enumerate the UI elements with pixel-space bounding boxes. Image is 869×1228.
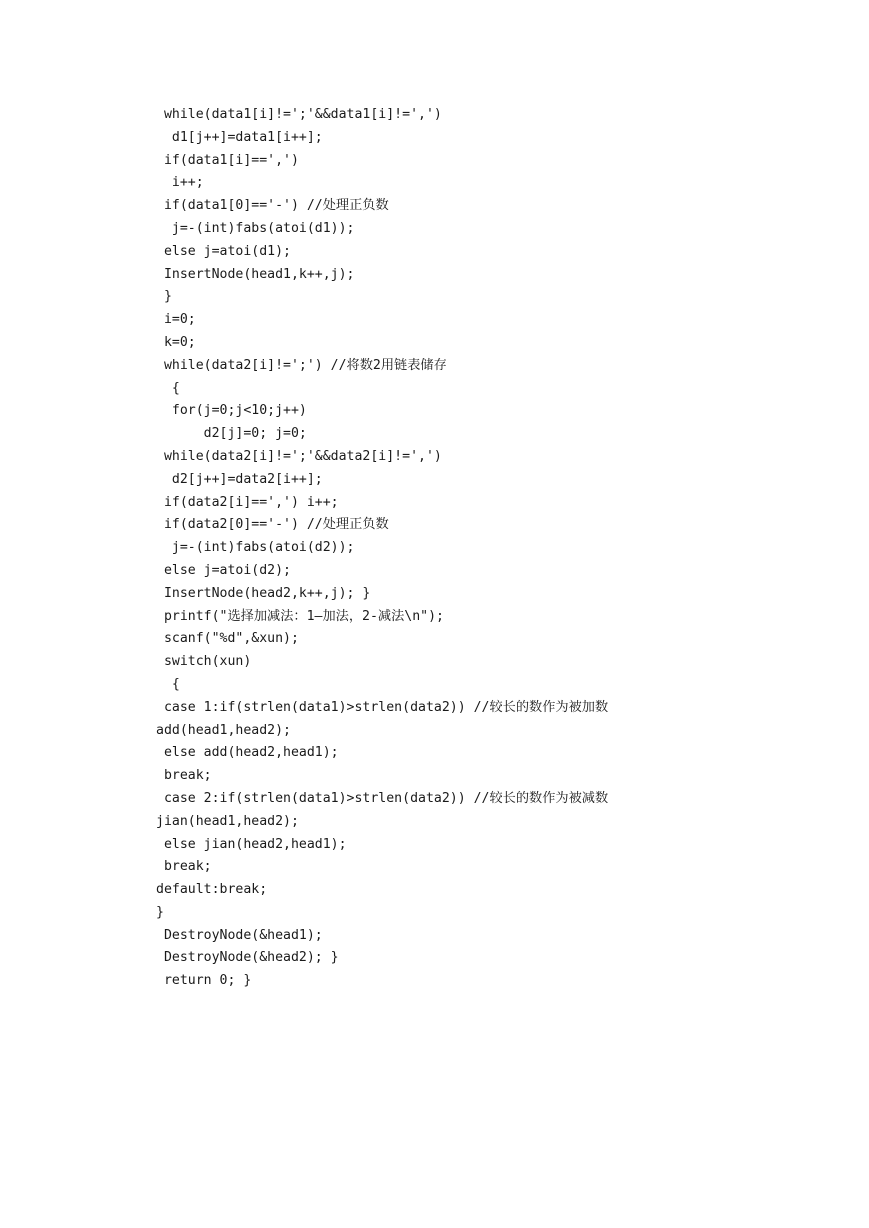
code-line: return 0; } xyxy=(156,973,252,989)
code-line: d2[j]=0; j=0; xyxy=(156,426,307,442)
code-line: } xyxy=(156,289,172,305)
code-line: k=0; xyxy=(156,334,196,350)
code-line: case 2:if(strlen(data1)>strlen(data2)) //较长的数作为被减数 xyxy=(156,790,609,806)
code-line: InsertNode(head2,k++,j); } xyxy=(156,585,371,601)
code-line: printf("选择加减法：1—加法，2-减法\n"); xyxy=(156,608,444,624)
code-line: for(j=0;j<10;j++) xyxy=(156,403,307,419)
code-line: i++; xyxy=(156,175,204,191)
code-block xyxy=(156,104,796,993)
code-line: } xyxy=(156,904,164,920)
code-line: j=-(int)fabs(atoi(d1)); xyxy=(156,220,355,236)
code-line: case 1:if(strlen(data1)>strlen(data2)) //较长的数作为被加数 xyxy=(156,699,609,715)
code-line: while(data2[i]!=';'&&data2[i]!=',') xyxy=(156,448,442,464)
code-line: else add(head2,head1); xyxy=(156,745,339,761)
code-line: break; xyxy=(156,859,212,875)
code-line: else jian(head2,head1); xyxy=(156,836,347,852)
code-line: if(data2[i]==',') i++; xyxy=(156,494,339,510)
code-line: d2[j++]=data2[i++]; xyxy=(156,471,323,487)
code-line: j=-(int)fabs(atoi(d2)); xyxy=(156,540,355,556)
code-line: while(data2[i]!=';') //将数2用链表储存 xyxy=(156,357,447,373)
code-line: add(head1,head2); xyxy=(156,722,291,738)
code-line: DestroyNode(&head1); xyxy=(156,927,323,943)
code-line: switch(xun) xyxy=(156,654,252,670)
code-line: if(data1[0]=='-') //处理正负数 xyxy=(156,198,389,214)
code-line: if(data1[i]==',') xyxy=(156,152,299,168)
code-line: jian(head1,head2); xyxy=(156,813,299,829)
code-line: { xyxy=(156,676,180,692)
code-line: break; xyxy=(156,768,212,784)
code-line: d1[j++]=data1[i++]; xyxy=(156,129,323,145)
code-line: while(data1[i]!=';'&&data1[i]!=',') xyxy=(156,107,442,122)
code-line: InsertNode(head1,k++,j); xyxy=(156,266,355,282)
code-line: i=0; xyxy=(156,312,196,328)
code-line: DestroyNode(&head2); } xyxy=(156,950,339,966)
code-line: { xyxy=(156,380,180,396)
code-line: scanf("%d",&xun); xyxy=(156,631,299,647)
code-line: else j=atoi(d2); xyxy=(156,562,291,578)
code-line: if(data2[0]=='-') //处理正负数 xyxy=(156,517,389,533)
code-line: default:break; xyxy=(156,882,268,898)
code-line: else j=atoi(d1); xyxy=(156,243,291,259)
